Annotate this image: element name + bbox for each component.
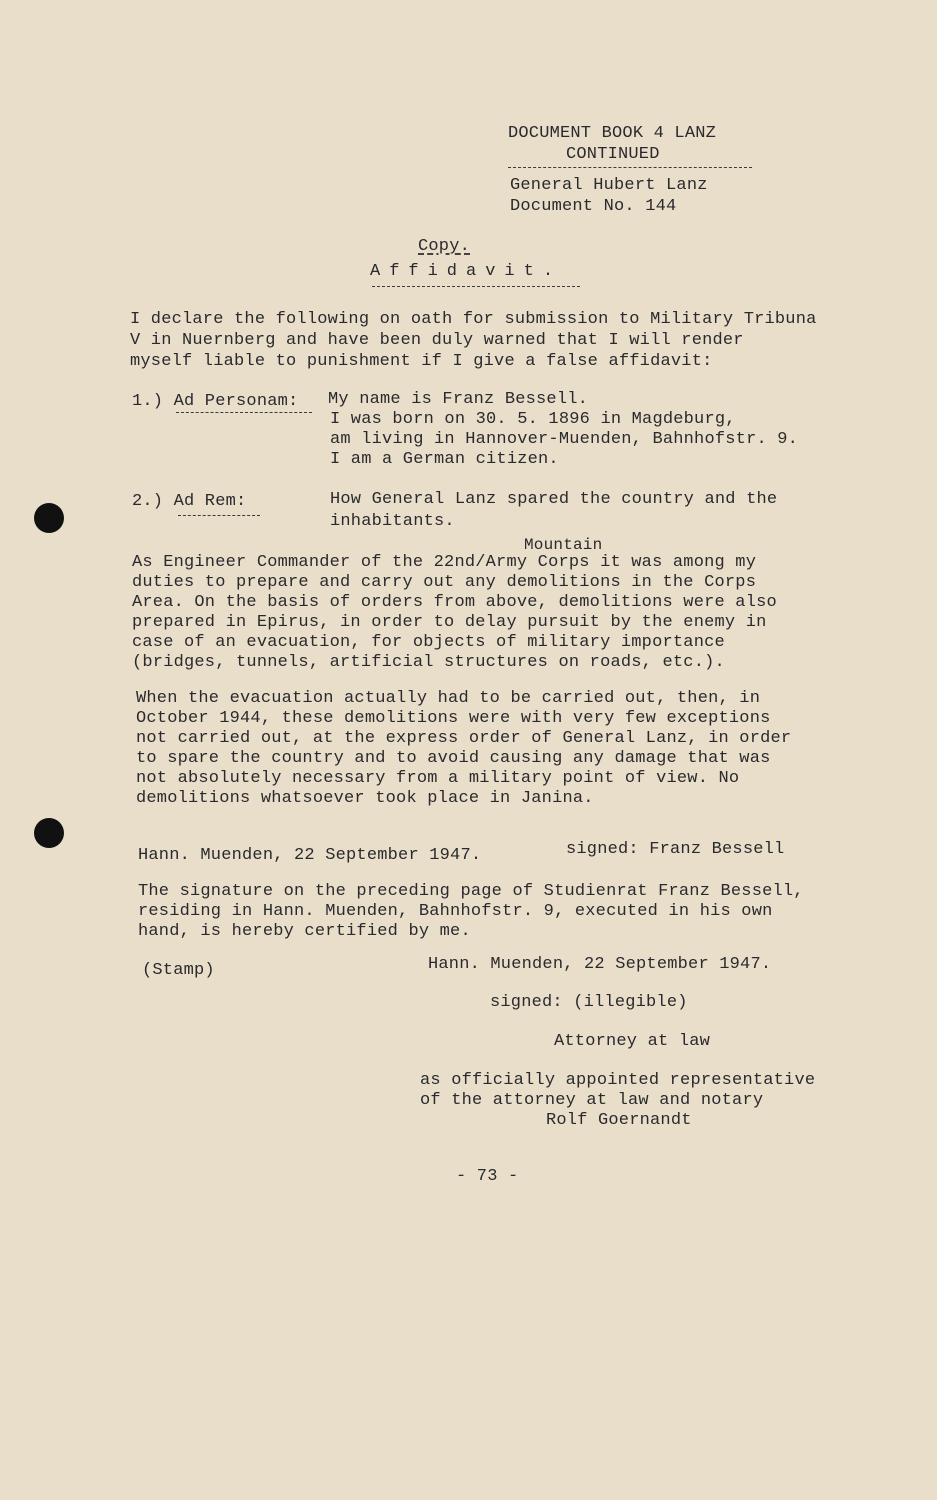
inserted-word: Mountain: [524, 536, 603, 554]
continued-label: CONTINUED: [566, 145, 660, 164]
copy-heading: Copy.: [418, 237, 471, 256]
stamp-note: (Stamp): [142, 961, 215, 980]
paragraph-line: prepared in Epirus, in order to delay pursuit by the enemy in: [132, 613, 767, 632]
paragraph-line: case of an evacuation, for objects of military importance: [132, 633, 725, 652]
header-rule: [508, 167, 752, 168]
paragraph-line: not carried out, at the express order of General Lanz, in order: [136, 729, 792, 748]
intro-line: I declare the following on oath for submission to Military Tribuna: [130, 310, 817, 329]
certification-line: residing in Hann. Muenden, Bahnhofstr. 9, executed in his own: [138, 902, 773, 921]
paragraph-line: When the evacuation actually had to be carried out, then, in: [136, 689, 761, 708]
paragraph-line: demolitions whatsoever took place in Janina.: [136, 789, 594, 808]
section1-label: 1.) Ad Personam:: [132, 392, 299, 411]
signature-signed: signed: Franz Bessell: [566, 840, 785, 859]
section2-line: How General Lanz spared the country and the: [330, 490, 778, 509]
notary-rep-line: as officially appointed representative: [420, 1071, 816, 1090]
paragraph-line: (bridges, tunnels, artificial structures on roads, etc.).: [132, 653, 725, 672]
punch-hole: [34, 818, 64, 848]
intro-line: myself liable to punishment if I give a false affidavit:: [130, 352, 713, 371]
paragraph-line: October 1944, these demolitions were with very few exceptions: [136, 709, 771, 728]
page-number: - 73 -: [456, 1167, 519, 1186]
certification-line: hand, is hereby certified by me.: [138, 922, 471, 941]
section1-line: I am a German citizen.: [330, 450, 559, 469]
document-number: Document No. 144: [510, 197, 677, 216]
signature-place-date: Hann. Muenden, 22 September 1947.: [138, 846, 482, 865]
punch-hole: [34, 503, 64, 533]
section1-line: am living in Hannover-Muenden, Bahnhofstr. 9.: [330, 430, 799, 449]
paragraph-line: Area. On the basis of orders from above, demolitions were also: [132, 593, 777, 612]
affidavit-rule: [372, 286, 580, 287]
defendant-name: General Hubert Lanz: [510, 176, 708, 195]
section1-label-rule: [176, 412, 312, 413]
paragraph-line: As Engineer Commander of the 22nd/Army Corps it was among my: [132, 553, 757, 572]
certification-line: The signature on the preceding page of Studienrat Franz Bessell,: [138, 882, 804, 901]
section1-line: I was born on 30. 5. 1896 in Magdeburg,: [330, 410, 736, 429]
affidavit-heading: Affidavit.: [370, 262, 563, 281]
section2-label-rule: [178, 515, 260, 516]
section2-label: 2.) Ad Rem:: [132, 492, 247, 511]
section1-line: My name is Franz Bessell.: [328, 390, 589, 409]
notary-signed: signed: (illegible): [490, 993, 688, 1012]
notary-rep-line: of the attorney at law and notary: [420, 1091, 764, 1110]
notary-title: Attorney at law: [554, 1032, 711, 1051]
notary-place-date: Hann. Muenden, 22 September 1947.: [428, 955, 772, 974]
section2-line: inhabitants.: [330, 512, 455, 531]
paragraph-line: to spare the country and to avoid causing any damage that was: [136, 749, 771, 768]
document-book-label: DOCUMENT BOOK 4 LANZ: [508, 124, 717, 143]
paragraph-line: not absolutely necessary from a military point of view. No: [136, 769, 740, 788]
paragraph-line: duties to prepare and carry out any demolitions in the Corps: [132, 573, 757, 592]
notary-name: Rolf Goernandt: [546, 1111, 692, 1130]
intro-line: V in Nuernberg and have been duly warned that I will render: [130, 331, 744, 350]
